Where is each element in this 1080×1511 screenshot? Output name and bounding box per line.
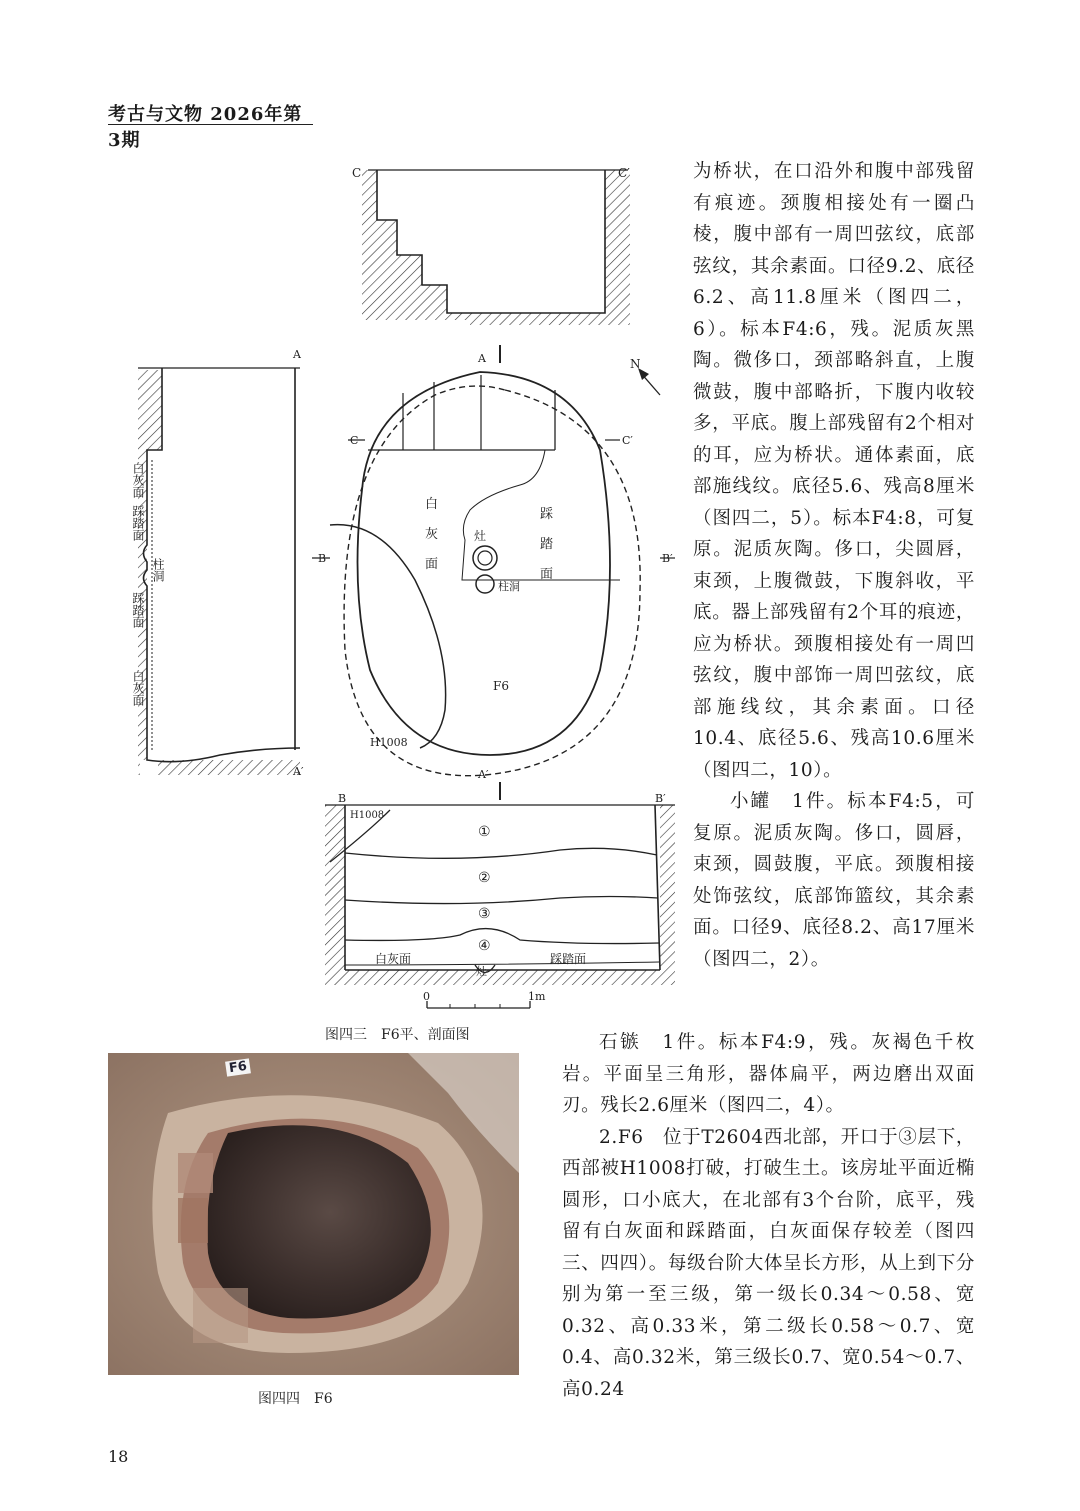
layer-2: ② bbox=[478, 870, 491, 886]
north-label: N bbox=[630, 357, 641, 371]
section-a-tread-1: 踩踏面 bbox=[131, 505, 145, 541]
figure-43-plan-section bbox=[100, 150, 680, 1020]
body-text-column-lower bbox=[562, 1027, 975, 1405]
plan-label-c: C bbox=[350, 434, 359, 447]
scale-one-m: 1m bbox=[528, 990, 546, 1003]
layer-1: ① bbox=[478, 824, 491, 840]
scale-bar bbox=[423, 990, 546, 1008]
label-c: C bbox=[352, 166, 362, 180]
north-arrow-icon bbox=[630, 357, 660, 395]
photo-f6-label: F6 bbox=[225, 1058, 251, 1076]
label-c-prime: C′ bbox=[618, 166, 630, 180]
label-a-prime-bottom: A′ bbox=[293, 765, 304, 778]
section-a-tread-2: 踩踏面 bbox=[131, 592, 145, 628]
paragraph: 为桥状，在口沿外和腹中部残留有痕迹。颈腹相接处有一圈凸棱，腹中部有一周凹弦纹，底部弦纹，其余素面。口径9.2、底径6.2、高11.8厘米（图四二，6）。标本F4:6，残。泥质灰黑陶。微侈口，颈部略斜直，上腹微鼓，腹中部略折，下腹内收较多，平底。腹上部残留有2个相对的耳，应为桥状。通体素面，底部施线纹。底径5.6、残高8厘米（图四二，5）。标本F4:8，可复原。泥质灰陶。侈口，尖圆唇，束颈，上腹微鼓，下腹斜收，平底。器上部残留有2个耳的痕迹，应为桥状。颈腹相接处有一周凹弦纹，腹中部饰一周凹弦纹，底部施线纹，其余素面。口径10.4、底径5.6、残高10.6厘米（图四二，10）。 bbox=[693, 161, 975, 781]
layer-4: ④ bbox=[478, 938, 491, 954]
plan-stove: 灶 bbox=[474, 529, 487, 543]
label-a-top: A bbox=[293, 348, 301, 361]
section-a-a bbox=[131, 348, 304, 778]
plan-tread-1: 踩 bbox=[540, 507, 554, 522]
plan-view bbox=[312, 345, 675, 800]
section-b-h1008: H1008 bbox=[350, 810, 385, 821]
figure-44-photo bbox=[108, 1053, 519, 1375]
layer-3: ③ bbox=[478, 906, 491, 922]
scale-zero: 0 bbox=[423, 990, 430, 1003]
plan-label-b: B bbox=[318, 552, 327, 565]
plan-tread-3: 面 bbox=[540, 567, 554, 582]
plan-label-a-prime: A′ bbox=[478, 768, 489, 781]
section-b-stove: 灶 bbox=[476, 965, 487, 978]
paragraph: 2.F6 位于T2604西北部，开口于③层下，西部被H1008打破，打破生土。该房址平面近椭圆形，口小底大，在北部有3个台阶，底平，残留有白灰面和踩踏面，白灰面保存较差（图四三、四四）。每级台阶大体呈长方形，从上到下分别为第一至三级，第一级长0.34～0.58、宽0.32、高0.33米，第二级长0.58～0.7、宽0.4、高0.32米，第三级长0.7、宽0.54～0.7、高0.24 bbox=[562, 1126, 975, 1400]
plan-white-2: 灰 bbox=[425, 527, 439, 542]
plan-label-a: A bbox=[478, 352, 486, 365]
body-text-column-right bbox=[693, 156, 975, 975]
plan-label-b-prime: B′ bbox=[662, 552, 673, 565]
running-header bbox=[108, 100, 313, 152]
section-a-posthole: 柱洞 bbox=[151, 558, 165, 582]
journal-name: 考古与文物 bbox=[108, 104, 203, 125]
plan-label-c-prime: C′ bbox=[622, 434, 633, 447]
section-b-label-b: B bbox=[338, 792, 347, 805]
header-rule bbox=[108, 124, 313, 125]
section-b-white: 白灰面 bbox=[375, 952, 412, 966]
plan-tread-2: 踏 bbox=[540, 537, 554, 552]
paragraph: 小罐 1件。标本F4:5，可复原。泥质灰陶。侈口，圆唇，束颈，圆鼓腹，平底。颈腹相接处饰弦纹，底部饰篮纹，其余素面。口径9、底径8.2、高17厘米（图四二，2）。 bbox=[693, 791, 975, 970]
section-a-white-2: 白灰面 bbox=[131, 670, 145, 706]
section-b-b bbox=[325, 792, 675, 985]
section-b-label-b-prime: B′ bbox=[655, 792, 666, 805]
plan-white-3: 面 bbox=[425, 557, 439, 572]
section-c-c bbox=[352, 166, 630, 325]
paragraph: 石镞 1件。标本F4:9，残。灰褐色千枚岩。平面呈三角形，器体扁平，两边磨出双面刃。残长2.6厘米（图四二，4）。 bbox=[562, 1032, 975, 1116]
page-number: 18 bbox=[108, 1447, 129, 1466]
plan-h1008-label: H1008 bbox=[370, 736, 408, 749]
issue-number: 2026年第3期 bbox=[108, 104, 303, 151]
section-a-white-1: 白灰面 bbox=[131, 462, 145, 498]
figure-43-caption: 图四三 F6平、剖面图 bbox=[325, 1027, 470, 1043]
plan-posthole: 柱洞 bbox=[498, 580, 520, 593]
section-b-tread: 踩踏面 bbox=[550, 952, 587, 966]
plan-f6-label: F6 bbox=[493, 679, 509, 693]
figure-44-caption: 图四四 F6 bbox=[258, 1391, 333, 1407]
plan-white-1: 白 bbox=[425, 497, 439, 512]
